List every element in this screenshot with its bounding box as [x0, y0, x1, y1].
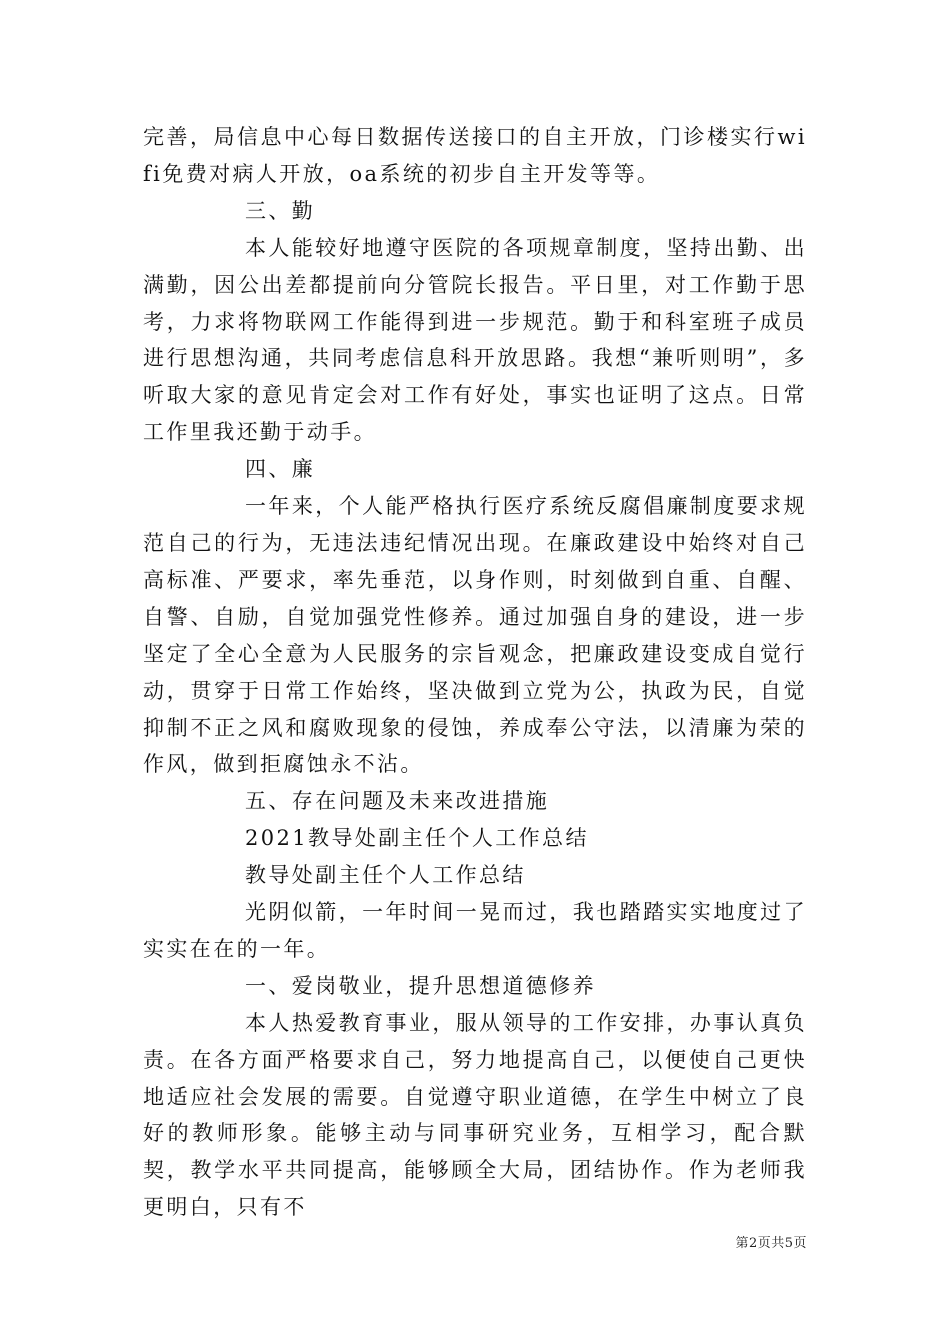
paragraph-dedication: 本人热爱教育事业，服从领导的工作安排，办事认真负责。在各方面严格要求自己，努力地提高自己，以便使自己更快地适应社会发展的需要。自觉遵守职业道德，在学生中树立了良好的教师形象。能够主动与同事研究业务，互相学习，配合默契，教学水平共同提高，能够顾全大局，团结协作。作为老师我更明白，只有不 [143, 1010, 807, 1220]
document-title-2021: 2021教导处副主任个人工作总结 [245, 826, 589, 851]
section-heading-integrity: 四、廉 [245, 457, 316, 482]
document-body [143, 119, 807, 1226]
section-heading-diligence: 三、勤 [245, 198, 316, 223]
paragraph-integrity: 一年来，个人能严格执行医疗系统反腐倡廉制度要求规范自己的行为，无违法违纪情况出现。在廉政建设中始终对自己高标准、严要求，率先垂范，以身作则，时刻做到自重、自醒、自警、自励，自觉加强党性修养。通过加强自身的建设，进一步坚定了全心全意为人民服务的宗旨观念，把廉政建设变成自觉行动，贯穿于日常工作始终，坚决做到立党为公，执政为民，自觉抑制不正之风和腐败现象的侵蚀，养成奉公守法，以清廉为荣的作风，做到拒腐蚀永不沾。 [143, 494, 807, 777]
section-heading-problems: 五、存在问题及未来改进措施 [245, 789, 550, 814]
paragraph-intro: 光阴似箭，一年时间一晃而过，我也踏踏实实地度过了实实在在的一年。 [143, 900, 807, 961]
paragraph-1: 完善，局信息中心每日数据传送接口的自主开放，门诊楼实行wifi免费对病人开放，oa系统的初步自主开发等等。 [143, 125, 807, 186]
section-heading-dedication: 一、爱岗敬业，提升思想道德修养 [245, 973, 596, 998]
document-subtitle: 教导处副主任个人工作总结 [245, 863, 526, 888]
page-number: 第2页共5页 [735, 1236, 807, 1251]
paragraph-diligence: 本人能较好地遵守医院的各项规章制度，坚持出勤、出满勤，因公出差都提前向分管院长报告。平日里，对工作勤于思考，力求将物联网工作能得到进一步规范。勤于和科室班子成员进行思想沟通，共同考虑信息科开放思路。我想“兼听则明”，多听取大家的意见肯定会对工作有好处，事实也证明了这点。日常工作里我还勤于动手。 [143, 235, 807, 445]
